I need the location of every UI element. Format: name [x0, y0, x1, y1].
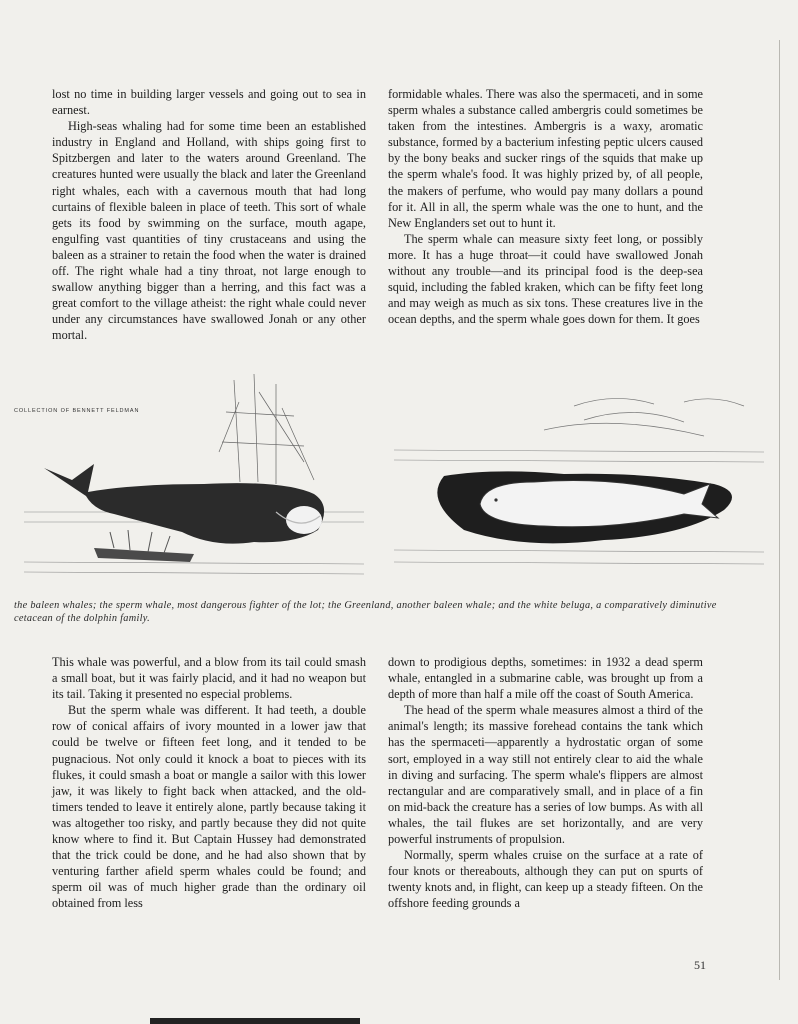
- text-column-4: [388, 654, 703, 912]
- paragraph: This whale was powerful, and a blow from its tail could smash a small boat, but it was fairly placid, and it had no weapon but its tail. Taking it presented no especial problems.: [52, 655, 366, 702]
- greenland-whale-illustration: [14, 372, 374, 592]
- page-edge-line: [779, 40, 780, 980]
- text-column-3: [52, 654, 366, 912]
- text-column-1: [52, 86, 366, 344]
- bottom-ink-mark: [150, 1018, 360, 1024]
- paragraph: down to prodigious depths, sometimes: in 1932 a dead sperm whale, entangled in a submarine cable, was brought up from a depth of more than half a mile off the coast of South America.: [388, 655, 703, 702]
- paragraph: The head of the sperm whale measures almost a third of the animal's length; its massive forehead contains the tank which has the spermaceti—apparently a hydrostatic organ of some sort, employed in a way still not entirely clear to aid the whale in diving and surfacing. The sperm whale's flippers are almost rectangular and are comparatively small, and in place of a fin on mid-back the creature has a series of low bumps. As with all whales, the tail flukes are set horizontally, and are very powerful instruments of propulsion.: [388, 703, 703, 847]
- paragraph: The sperm whale can measure sixty feet long, or possibly more. It has a huge throat—it could have swallowed Jonah without any trouble—and its principal food is the deep-sea squid, including the fabled kraken, which can be fifty feet long and may weigh as much as six tons. These creatures live in the ocean depths, and the sperm whale goes down for them. It goes: [388, 231, 703, 327]
- paragraph: Normally, sperm whales cruise on the surface at a rate of four knots or thereabouts, although they can put on spurts of twenty knots and, in flight, can keep up a steady fifteen. On the offshore feeding grounds a: [388, 848, 703, 911]
- beluga-whale-illustration: [384, 380, 768, 590]
- text-column-2: [388, 86, 703, 327]
- paragraph: High-seas whaling had for some time been an established industry in England and Holland, with ships going first to Spitzbergen and later to the waters around Greenland. The creatures hunted were usually the black and later the Greenland right whales, each with a cavernous mouth that had long curtains of flexible baleen in place of teeth. This sort of whale gets its food by swimming on the surface, mouth agape, engulfing vast quantities of tiny crustaceans and using the baleen as a strainer to retain the food when the water is drained off. The right whale had a tiny throat, not large enough to swallow anything bigger than a herring, and this fact was a great comfort to the village atheist: the right whale could never under any circumstances have swallowed Jonah or any other mortal.: [52, 119, 366, 343]
- paragraph: But the sperm whale was different. It had teeth, a double row of conical affairs of ivory mounted in a lower jaw that could be twelve or fifteen feet long, and it tended to be pugnacious. Not only could it knock a boat to pieces with its flukes, it could smash a boat or mangle a sailor with this lower jaw, it was likely to fight back when attacked, and the old-timers tended to leave it entirely alone, partly because taking it was altogether too risky, and partly because they did not quite know where to find it. But Captain Hussey had demonstrated that the trick could be done, and he had also shown that by venturing farther afield sperm whales could be found; and sperm oil was of much higher grade than the ordinary oil obtained from less: [52, 703, 366, 911]
- paragraph: formidable whales. There was also the spermaceti, and in some sperm whales a substance called ambergris could sometimes be taken from the intestines. Ambergris is a waxy, aromatic substance, formed by a bacterium infesting peptic ulcers caused by the bony beaks and sucker rings of the squids that make up the sperm whale's food. It was highly prized by, of all people, the makers of perfume, who would pay many dollars a pound for it. All in all, the sperm whale was the one to hunt, and the New Englanders set out to hunt it.: [388, 87, 703, 230]
- paragraph: lost no time in building larger vessels and going out to sea in earnest.: [52, 87, 366, 118]
- photo-credit: COLLECTION OF BENNETT FELDMAN: [14, 408, 140, 414]
- figure-caption: the baleen whales; the sperm whale, most dangerous fighter of the lot; the Greenland, another baleen whale; and the white beluga, a comparatively diminutive cetacean of the dolphin family.: [14, 600, 717, 624]
- page-number: 51: [694, 958, 706, 972]
